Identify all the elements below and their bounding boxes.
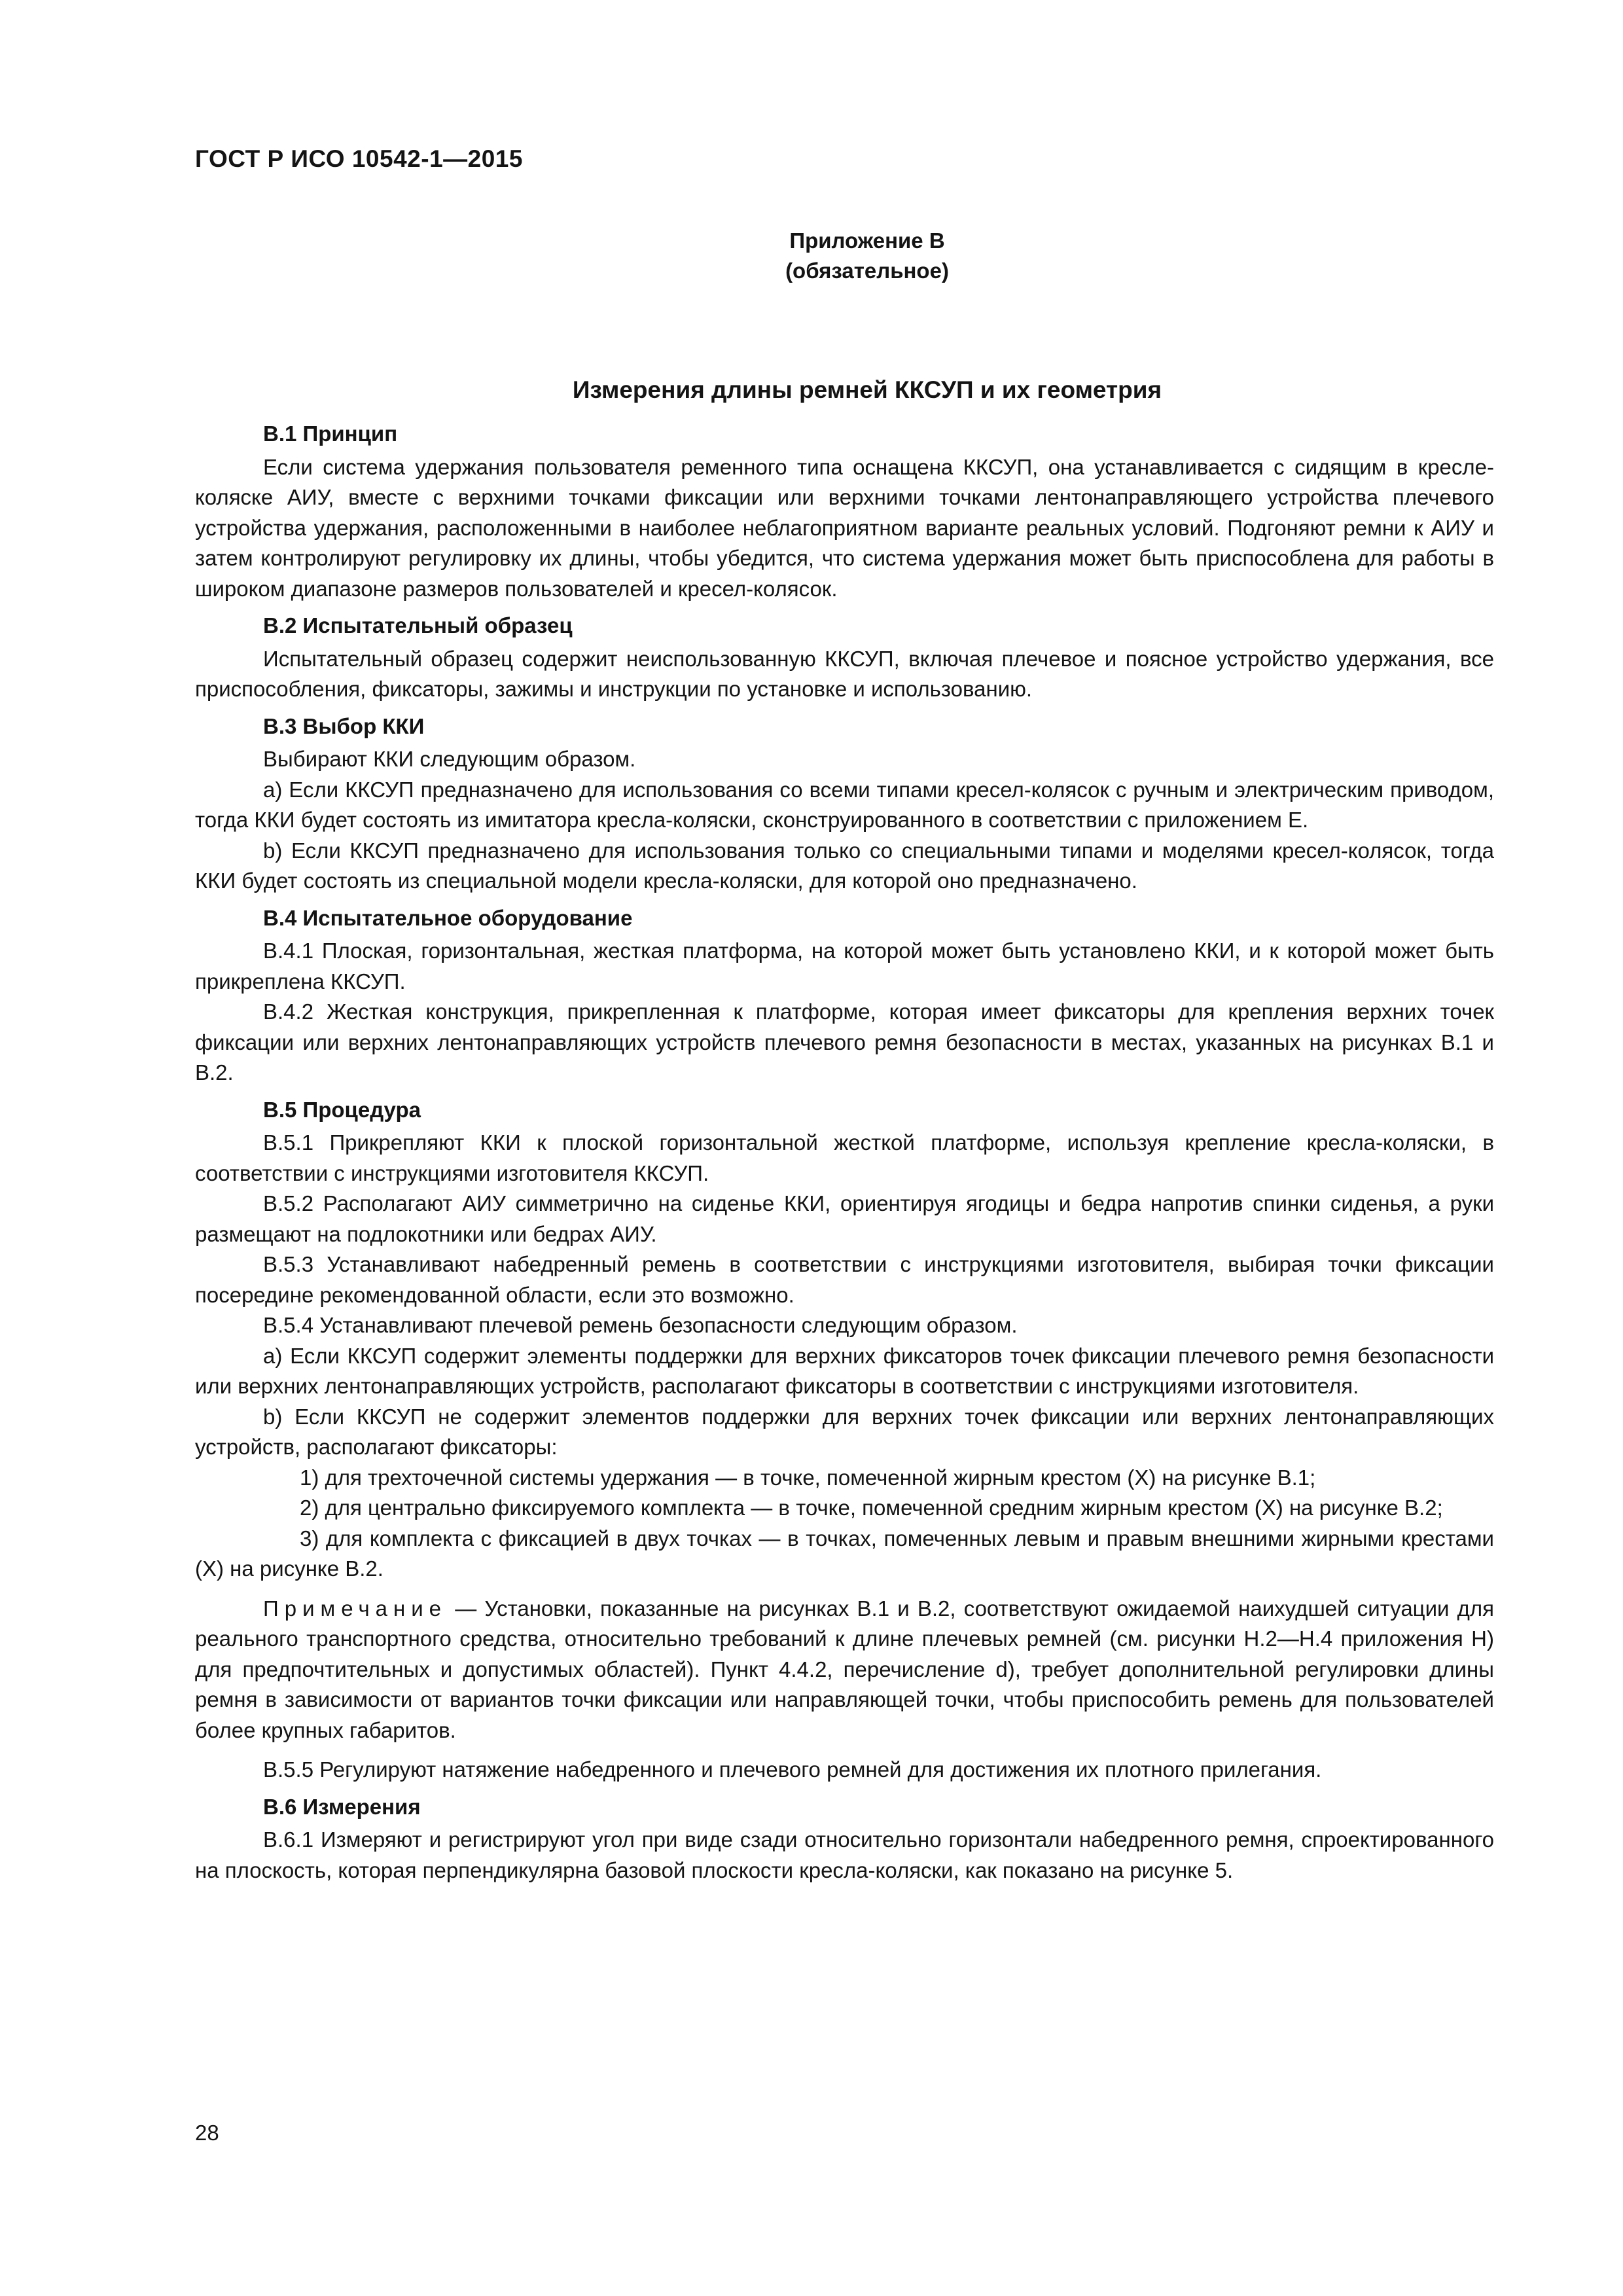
paragraph: В.6.1 Измеряют и регистрируют угол при виде сзади относительно горизонтали набедренного ремня, спроектированного на плоскость, которая перпендикулярна базовой плоскости кресла-коляски, как показано на рисунке 5.: [195, 1827, 1494, 1882]
paragraph: В.4.2 Жесткая конструкция, прикрепленная к платформе, которая имеет фиксаторы для крепления верхних точек фиксации или верхних лентонаправляющих устройств плечевого ремня безопасности в местах, указанных на рисунках В.1 и В.2.: [195, 999, 1494, 1085]
paragraph: В.5.2 Располагают АИУ симметрично на сиденье ККИ, ориентируя ягодицы и бедра напротив спинки сиденья, а руки размещают на подлокотники или бедрах АИУ.: [195, 1191, 1494, 1246]
paragraph: В.5.5 Регулируют натяжение набедренного и плечевого ремней для достижения их плотного прилегания.: [263, 1757, 1322, 1782]
section-heading-b5: В.5 Процедура: [263, 1097, 421, 1122]
annex-label: Приложение В: [789, 228, 945, 253]
note-text: — Установки, показанные на рисунках В.1 и В.2, соответствуют ожидаемой наихудшей ситуации для реального транспортного средства, относительно требований к длине плечевых ремней (см. рисунки Н.2—Н.4 приложения Н) для предпочтительных и допустимых областей). Пункт 4.4.2, перечисление d), требует дополнительной регулировки длины ремня в зависимости от вариантов точки фиксации или направляющей точки, чтобы приспособить ремень для пользователей более крупных габаритов.: [195, 1596, 1494, 1742]
paragraph: Испытательный образец содержит неиспользованную ККСУП, включая плечевое и поясное устройство удержания, все приспособления, фиксаторы, зажимы и инструкции по установке и использованию.: [195, 646, 1494, 701]
note-label: Примечание: [263, 1596, 448, 1621]
annex-title-text: Измерения длины ремней ККСУП и их геометрия: [572, 376, 1162, 403]
list-item: 2) для центрально фиксируемого комплекта — в точке, помеченной средним жирным крестом (X) на рисунке В.2;: [300, 1496, 1443, 1520]
paragraph: Если система удержания пользователя ременного типа оснащена ККСУП, она устанавливается с сидящим в кресле-коляске АИУ, вместе с верхними точками фиксации или верхними точками лентонаправляющего устройства плечевого устройства удержания, расположенными в наиболее неблагоприятном варианте реальных условий. Подгоняют ремни к АИУ и затем контролируют регулировку их длины, чтобы убедится, что система удержания может быть приспособлена для работы в широком диапазоне размеров пользователей и кресел-колясок.: [195, 454, 1494, 601]
paragraph: a) Если ККСУП содержит элементы поддержки для верхних фиксаторов точек фиксации плечевого ремня безопасности или верхних лентонаправляющих устройств, располагают фиксаторы в соответствии с инструкциями изготовителя.: [195, 1343, 1494, 1398]
standard-designation: ГОСТ Р ИСО 10542-1—2015: [195, 145, 523, 172]
paragraph: a) Если ККСУП предназначено для использования со всеми типами кресел-колясок с ручным и электрическим приводом, тогда ККИ будет состоять из имитатора кресла-коляски, сконструированного в соответствии с приложением Е.: [195, 777, 1494, 832]
section-heading-b1: В.1 Принцип: [263, 422, 398, 446]
page-number: 28: [195, 2121, 219, 2145]
paragraph: Выбирают ККИ следующим образом.: [263, 747, 636, 771]
section-heading-b4: В.4 Испытательное оборудование: [263, 905, 633, 930]
paragraph: В.5.4 Устанавливают плечевой ремень безопасности следующим образом.: [263, 1313, 1018, 1337]
document-body: [195, 412, 1494, 1886]
paragraph: b) Если ККСУП предназначено для использования только со специальными типами и моделями кресел-колясок, тогда ККИ будет состоять из специальной модели кресла-коляски, для которой оно предназначено.: [195, 838, 1494, 893]
paragraph: b) Если ККСУП не содержит элементов поддержки для верхних точек фиксации или верхних лентонаправляющих устройств, располагают фиксаторы:: [195, 1404, 1494, 1459]
paragraph: В.5.3 Устанавливают набедренный ремень в соответствии с инструкциями изготовителя, выбирая точки фиксации посередине рекомендованной области, если это возможно.: [195, 1252, 1494, 1307]
annex-status: (обязательное): [785, 259, 949, 283]
list-item: 1) для трехточечной системы удержания — в точке, помеченной жирным крестом (X) на рисунке В.1;: [300, 1465, 1316, 1490]
note: [195, 1594, 1494, 1746]
annex-heading: [0, 226, 1623, 286]
paragraph: В.4.1 Плоская, горизонтальная, жесткая платформа, на которой может быть установлено ККИ, и к которой может быть прикреплена ККСУП.: [195, 939, 1494, 994]
paragraph: В.5.1 Прикрепляют ККИ к плоской горизонтальной жесткой платформе, используя крепление кресла-коляски, в соответствии с инструкциями изготовителя ККСУП.: [195, 1130, 1494, 1185]
annex-title: [0, 376, 1623, 404]
section-heading-b3: В.3 Выбор ККИ: [263, 713, 425, 738]
list-item: 3) для комплекта с фиксацией в двух точках — в точках, помеченных левым и правым внешними жирными крестами (X) на рисунке В.2.: [195, 1526, 1494, 1581]
section-heading-b2: В.2 Испытательный образец: [263, 613, 573, 637]
section-heading-b6: В.6 Измерения: [263, 1794, 421, 1819]
